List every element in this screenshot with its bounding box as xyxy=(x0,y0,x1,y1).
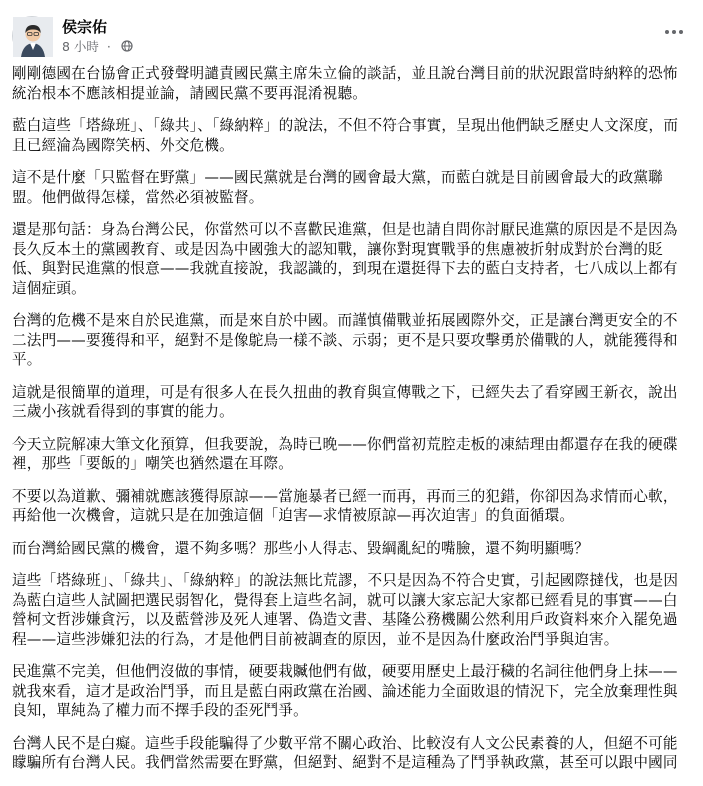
post-paragraph: 而台灣給國民黨的機會，還不夠多嗎？那些小人得志、毀綱亂紀的嘴臉，還不夠明顯嗎？ xyxy=(12,539,589,557)
post-paragraph: 剛剛德國在台協會正式發聲明譴責國民黨主席朱立倫的談話，並且說台灣目前的狀況跟當時納粹的恐怖統治根本不應該相提並論，請國民黨不要再混淆視聽。 xyxy=(12,65,678,102)
avatar-image xyxy=(13,17,53,57)
post-header xyxy=(12,12,692,56)
post-paragraph: 藍白這些「塔綠班」、「綠共」、「綠納粹」的說法，不但不符合事實，呈現出他們缺乏歷史人文深度，而且已經淪為國際笑柄、外交危機。 xyxy=(12,117,679,154)
post-paragraph: 還是那句話：身為台灣公民，你當然可以不喜歡民進黨，但是也請自問你討厭民進黨的原因是不是因為長久反本土的黨國教育、或是因為中國強大的認知戰，讓你對現實戰爭的焦慮被折射成對於台灣的貶低、與對民進黨的恨意——我就直接說，我認識的，到現在還挺得下去的藍白支持者，七八成以上都有這個症頭。 xyxy=(12,221,678,297)
post-paragraph: 台灣人民不是白癡。這些手段能騙得了少數平常不關心政治、比較沒有人文公民素養的人，但絕不可能矇騙所有台灣人民。我們當然需要在野黨，但絕對、絕對不是這種為了鬥爭執政黨，甚至可以跟中國同 xyxy=(12,734,678,771)
post-body xyxy=(12,64,690,786)
more-options-icon xyxy=(665,30,669,34)
author-avatar[interactable] xyxy=(12,16,52,56)
more-options-icon-dot xyxy=(672,30,676,34)
post-time[interactable]: 8 小時 xyxy=(62,39,99,54)
globe-icon[interactable] xyxy=(121,40,133,52)
author-name[interactable]: 侯宗佑 xyxy=(62,18,108,36)
post-paragraph: 不要以為道歉、彌補就應該獲得原諒——當施暴者已經一而再，再而三的犯錯，你卻因為求情而心軟，再給他一次機會，這就只是在加強這個「迫害—求情被原諒—再次迫害」的負面循環。 xyxy=(12,487,678,524)
more-options-button[interactable] xyxy=(656,14,692,50)
post-paragraph: 台灣的危機不是來自於民進黨，而是來自於中國。而謹慎備戰並拓展國際外交，正是讓台灣更安全的不二法門——要獲得和平，絕對不是像鴕鳥一樣不談、示弱；更不是只要攻擊勇於備戰的人，就能獲得和平。 xyxy=(12,312,678,368)
post-paragraph: 這些「塔綠班」、「綠共」、「綠納粹」的說法無比荒謬，不只是因為不符合史實，引起國際撻伐，也是因為藍白這些人試圖把選民弱智化，覺得套上這些名詞，就可以讓大家忘記大家都已經看見的事實——白營柯文哲涉嫌貪污，以及藍營涉及死人連署、偽造文書、基隆公務機關公然利用戶政資料來介入罷免過程——這些涉嫌犯法的行為，才是他們目前被調查的原因，並不是因為什麼政治鬥爭與迫害。 xyxy=(12,572,679,648)
meta-separator: · xyxy=(106,38,111,54)
more-options-icon-dot xyxy=(679,30,683,34)
post-paragraph: 今天立院解凍大筆文化預算，但我要說，為時已晚——你們當初荒腔走板的凍結理由都還存在我的硬碟裡，那些「要飯的」嘲笑也猶然還在耳際。 xyxy=(12,435,678,472)
post-paragraph: 民進黨不完美，但他們沒做的事情，硬要栽贓他們有做，硬要用歷史上最汙穢的名詞往他們身上抹——就我來看，這才是政治鬥爭，而且是藍白兩政黨在治國、論述能力全面敗退的情況下，完全放棄理性與良知，單純為了權力而不擇手段的歪死鬥爭。 xyxy=(12,663,678,719)
post-meta xyxy=(62,37,133,55)
post-paragraph: 這不是什麼「只監督在野黨」——國民黨就是台灣的國會最大黨，而藍白就是目前國會最大的政黨聯盟。他們做得怎樣，當然必須被監督。 xyxy=(12,169,663,206)
post-paragraph: 這就是很簡單的道理，可是有很多人在長久扭曲的教育與宣傳戰之下，已經失去了看穿國王新衣，說出三歲小孩就看得到的事實的能力。 xyxy=(12,383,678,420)
